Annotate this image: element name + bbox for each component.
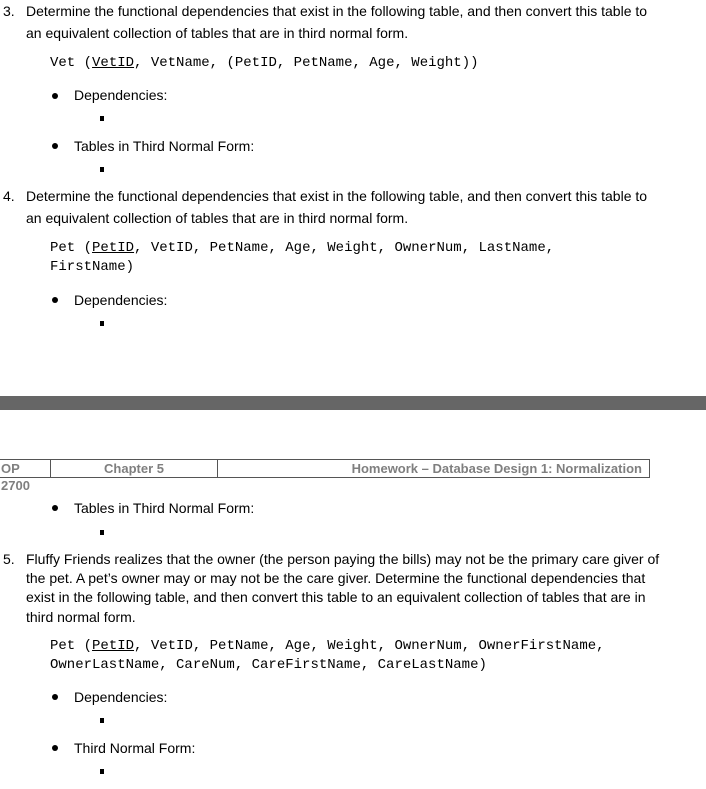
- primary-key: PetID: [92, 638, 135, 654]
- q5-dependencies-label: Dependencies:: [74, 689, 168, 705]
- square-bullet-icon: [100, 321, 104, 326]
- relation-name: Vet: [50, 55, 76, 71]
- q4-relation-line2: FirstName): [50, 259, 135, 275]
- q5-text-line3: exist in the following table, and then convert this table to an equivalent collection of tables that are in: [26, 589, 646, 605]
- q5-text-line1: Fluffy Friends realizes that the owner (the person paying the bills) may not be the primary care giver of: [26, 551, 660, 567]
- q4-text-line1: Determine the functional dependencies that exist in the following table, and then convert this table to: [26, 188, 648, 204]
- square-bullet-icon: [100, 116, 104, 121]
- relation-attributes: , VetID, PetName, Age, Weight, OwnerNum, LastName,: [134, 240, 555, 256]
- bullet-icon: [52, 297, 58, 303]
- q5-number: 5.: [3, 551, 15, 567]
- square-bullet-icon: [100, 530, 104, 535]
- q5-text-line4: third normal form.: [26, 609, 136, 625]
- relation-attributes: , VetName, (PetID, PetName, Age, Weight)): [134, 55, 479, 71]
- q4-relation: [50, 239, 554, 258]
- relation-name: Pet: [50, 638, 76, 654]
- primary-key: PetID: [92, 240, 135, 256]
- relation-attributes: , VetID, PetName, Age, Weight, OwnerNum, OwnerFirstName,: [134, 638, 605, 654]
- header-course: OP 2700: [0, 459, 51, 478]
- square-bullet-icon: [100, 718, 104, 723]
- q3-text-line1: Determine the functional dependencies that exist in the following table, and then convert this table to: [26, 3, 648, 19]
- square-bullet-icon: [100, 769, 104, 774]
- relation-open: (: [75, 638, 93, 654]
- bullet-icon: [52, 143, 58, 149]
- header-chapter: Chapter 5: [50, 459, 218, 478]
- q5-relation: [50, 637, 605, 656]
- bullet-icon: [52, 694, 58, 700]
- q5-third-normal-form-label: Third Normal Form:: [74, 740, 196, 756]
- q4-dependencies-label: Dependencies:: [74, 292, 168, 308]
- q4-number: 4.: [3, 188, 15, 204]
- q3-dependencies-label: Dependencies:: [74, 87, 168, 103]
- q3-number: 3.: [3, 3, 15, 19]
- bullet-icon: [52, 745, 58, 751]
- q5-text-line2: the pet. A pet’s owner may or may not be the care giver. Determine the functional dependencies that: [26, 570, 646, 586]
- relation-open: (: [75, 55, 93, 71]
- square-bullet-icon: [100, 167, 104, 172]
- bullet-icon: [52, 93, 58, 99]
- q3-text-line2: an equivalent collection of tables that are in third normal form.: [26, 25, 409, 41]
- primary-key: VetID: [92, 55, 135, 71]
- q4-text-line2: an equivalent collection of tables that are in third normal form.: [26, 210, 409, 226]
- q4-tables-label: Tables in Third Normal Form:: [74, 500, 255, 516]
- q3-tables-label: Tables in Third Normal Form:: [74, 138, 255, 154]
- page-break-band: [0, 396, 706, 410]
- relation-name: Pet: [50, 240, 76, 256]
- header-title: Homework – Database Design 1: Normalization: [217, 459, 650, 478]
- q3-relation: [50, 54, 479, 73]
- relation-open: (: [75, 240, 93, 256]
- bullet-icon: [52, 505, 58, 511]
- q5-relation-line2: OwnerLastName, CareNum, CareFirstName, CareLastName): [50, 657, 487, 673]
